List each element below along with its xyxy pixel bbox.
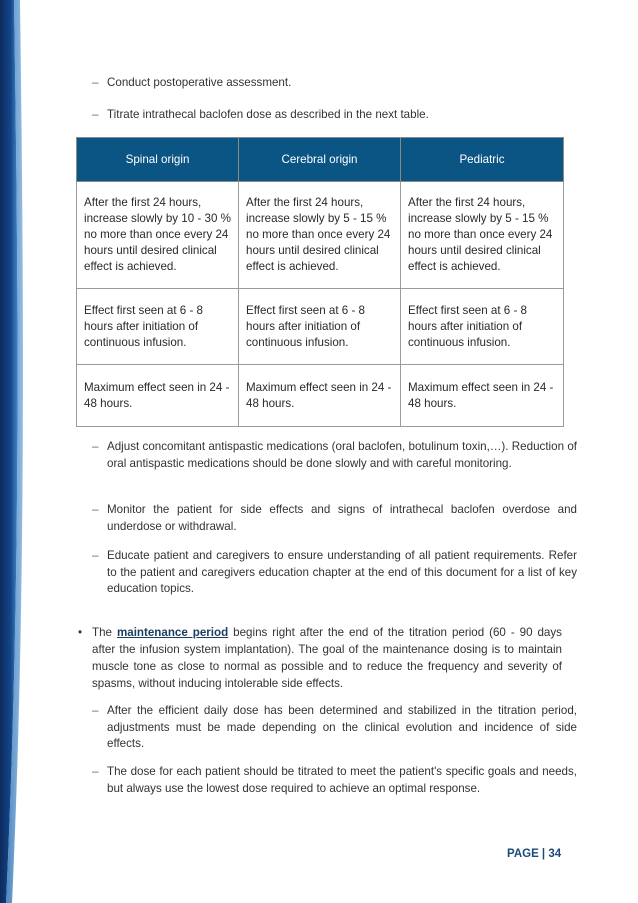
- list-item: [92, 439, 577, 472]
- list-item: [92, 75, 577, 92]
- bullet-marker: •: [78, 626, 83, 639]
- table-cell: After the first 24 hours, increase slowly by 10 - 30 % no more than once every 24 hours until desired clinical effect is achieved.: [77, 182, 239, 289]
- maintenance-paragraph: [78, 624, 562, 692]
- header-cerebral-origin: Cerebral origin: [239, 138, 401, 182]
- table-cell: Effect first seen at 6 - 8 hours after initiation of continuous infusion.: [239, 289, 401, 365]
- table-header-row: [77, 138, 564, 182]
- dash-marker: –: [92, 549, 99, 562]
- table-cell: Maximum effect seen in 24 - 48 hours.: [401, 365, 564, 427]
- table-cell: Maximum effect seen in 24 - 48 hours.: [77, 365, 239, 427]
- list-item: [92, 703, 577, 753]
- list-item-text: After the efficient daily dose has been determined and stabilized in the titration period, adjustments must be made depending on the clinical evolution and incidence of side effects.: [107, 704, 577, 750]
- table-cell: After the first 24 hours, increase slowly by 5 - 15 % no more than once every 24 hours until desired clinical effect is achieved.: [239, 182, 401, 289]
- header-pediatric: Pediatric: [401, 138, 564, 182]
- page-number: PAGE | 34: [507, 848, 562, 860]
- table-cell: After the first 24 hours, increase slowly by 5 - 15 % no more than once every 24 hours until desired clinical effect is achieved.: [401, 182, 564, 289]
- list-item-text: Educate patient and caregivers to ensure understanding of all patient requirements. Refer to the patient and caregivers education chapter at the end of this document for a list of key education topics.: [107, 549, 577, 595]
- table-row: [77, 289, 564, 365]
- header-spinal-origin: Spinal origin: [77, 138, 239, 182]
- table-row: [77, 365, 564, 427]
- dash-marker: –: [92, 704, 99, 717]
- dash-marker: –: [92, 503, 99, 516]
- list-item-text: Conduct postoperative assessment.: [107, 76, 292, 89]
- list-item: [92, 764, 577, 797]
- maintenance-period-keyword: maintenance period: [116, 626, 229, 639]
- paragraph-text: begins right after the end of the titration period (60 - 90 days after the infusion system implantation). The goal of the maintenance dosing is to maintain muscle tone as close to normal as possible and to reduce the frequency and severity of spasms, without inducing intolerable side effects.: [92, 626, 562, 690]
- titration-table: [76, 137, 564, 427]
- dash-marker: –: [92, 765, 99, 778]
- list-item-text: Adjust concomitant antispastic medications (oral baclofen, botulinum toxin,…). Reduction of oral antispastic medications should be done slowly and with careful monitoring.: [107, 440, 577, 470]
- list-item: [92, 548, 577, 598]
- list-item-text: Titrate intrathecal baclofen dose as described in the next table.: [107, 108, 429, 121]
- table-row: [77, 182, 564, 289]
- table-cell: Effect first seen at 6 - 8 hours after initiation of continuous infusion.: [77, 289, 239, 365]
- list-item-text: The dose for each patient should be titrated to meet the patient's specific goals and needs, but always use the lowest dose required to achieve an optimal response.: [107, 765, 577, 795]
- table-cell: Effect first seen at 6 - 8 hours after initiation of continuous infusion.: [401, 289, 564, 365]
- list-item: [92, 107, 577, 124]
- paragraph-prefix: The: [92, 626, 112, 639]
- table-cell: Maximum effect seen in 24 - 48 hours.: [239, 365, 401, 427]
- dash-marker: –: [92, 76, 99, 89]
- dash-marker: –: [92, 108, 99, 121]
- dash-marker: –: [92, 440, 99, 453]
- list-item-text: Monitor the patient for side effects and signs of intrathecal baclofen overdose and underdose or withdrawal.: [107, 503, 577, 533]
- list-item: [92, 502, 577, 535]
